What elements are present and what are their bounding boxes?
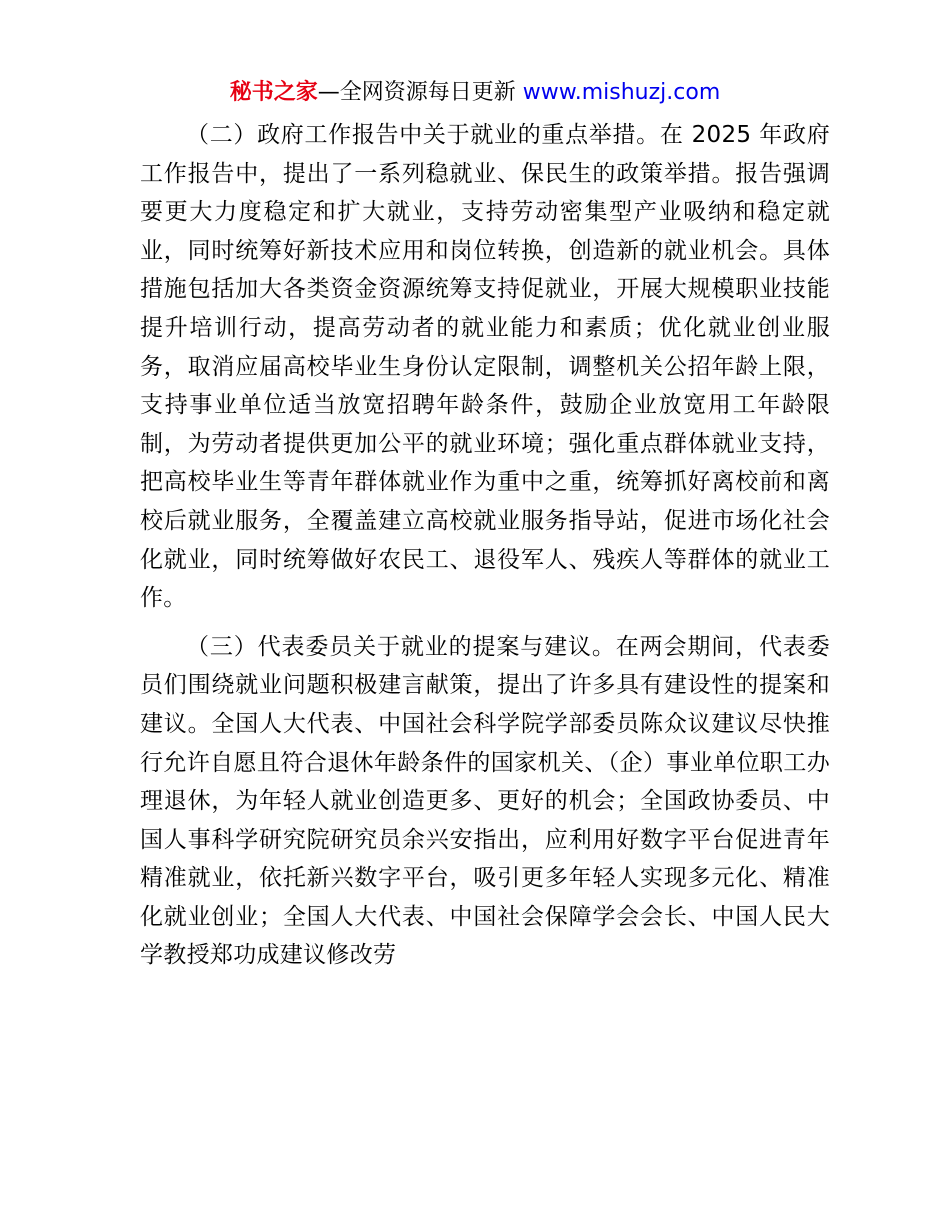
brand-name: 秘书之家 bbox=[229, 80, 318, 105]
site-url-link[interactable]: www.mishuzj.com bbox=[522, 80, 721, 105]
header-tagline: —全网资源每日更新 bbox=[317, 80, 523, 105]
paragraph-delegate-proposals: （三）代表委员关于就业的提案与建议。在两会期间，代表委员们围绕就业问题积极建言献策，提出了许多具有建设性的提案和建议。全国人大代表、中国社会科学院学部委员陈众议建议尽快推行允许自愿且符合退休年龄条件的国家机关、（企）事业单位职工办理退休，为年轻人就业创造更多、更好的机会；全国政协委员、中国人事科学研究院研究员余兴安指出，应利用好数字平台促进青年精准就业，依托新兴数字平台，吸引更多年轻人实现多元化、精准化就业创业；全国人大代表、中国社会保障学会会长、中国人民大学教授郑功成建议修改劳 bbox=[140, 633, 830, 969]
page-header bbox=[0, 78, 950, 108]
document-body bbox=[140, 116, 830, 975]
paragraph-employment-measures: （二）政府工作报告中关于就业的重点举措。在 2025 年政府工作报告中，提出了一系列稳就业、保民生的政策举措。报告强调要更大力度稳定和扩大就业，支持劳动密集型产业吸纳和稳定就业，同时统筹好新技术应用和岗位转换，创造新的就业机会。具体措施包括加大各类资金资源统筹支持促就业，开展大规模职业技能提升培训行动，提高劳动者的就业能力和素质；优化就业创业服务，取消应届高校毕业生身份认定限制，调整机关公招年龄上限，支持事业单位适当放宽招聘年龄条件，鼓励企业放宽用工年龄限制，为劳动者提供更加公平的就业环境；强化重点群体就业支持，把高校毕业生等青年群体就业作为重中之重，统筹抓好离校前和离校后就业服务，全覆盖建立高校就业服务指导站，促进市场化社会化就业，同时统筹做好农民工、退役军人、残疾人等群体的就业工作。 bbox=[140, 122, 830, 612]
